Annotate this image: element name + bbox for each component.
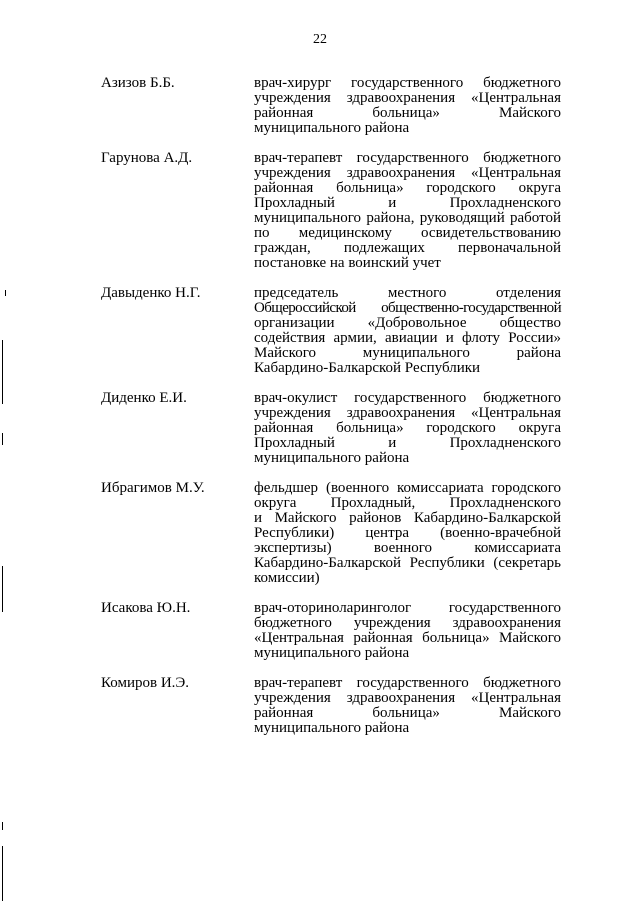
- member-position: [254, 286, 561, 376]
- scan-margin-mark: [2, 822, 3, 830]
- position-line: и Майского районов Кабардино-Балкарской: [254, 510, 561, 526]
- member-name: Ибрагимов М.У.: [101, 480, 205, 496]
- position-line: содействия армии, авиации и флоту России»: [254, 330, 561, 346]
- member-entry: [0, 151, 640, 286]
- position-line: врач-оториноларинголог государственного: [254, 600, 561, 616]
- position-line: врач-терапевт государственного бюджетного: [254, 150, 561, 166]
- member-position: [254, 391, 561, 466]
- scan-margin-mark: [2, 846, 3, 901]
- position-line: Кабардино-Балкарской Республики (секретарь: [254, 555, 561, 571]
- position-line: Майского муниципального района: [254, 345, 561, 361]
- page-number: 22: [313, 32, 327, 47]
- position-line: Кабардино-Балкарской Республики: [254, 360, 481, 376]
- position-line: муниципального района: [254, 450, 410, 466]
- member-entry: [0, 76, 640, 151]
- position-line: председатель местного отделения: [254, 285, 561, 301]
- position-line: бюджетного учреждения здравоохранения: [254, 615, 561, 631]
- position-line: врач-хирург государственного бюджетного: [254, 75, 561, 91]
- commission-member-list: [0, 76, 640, 736]
- position-line: Прохладный и Прохладненского: [254, 195, 561, 211]
- member-name: Диденко Е.И.: [101, 390, 187, 406]
- position-line: учреждения здравоохранения «Центральная: [254, 405, 561, 421]
- position-line: учреждения здравоохранения «Центральная: [254, 90, 561, 106]
- member-position: [254, 601, 561, 661]
- member-entry: [0, 481, 640, 601]
- member-position: [254, 76, 561, 136]
- member-name: Гарунова А.Д.: [101, 150, 193, 166]
- position-line: врач-терапевт государственного бюджетного: [254, 675, 561, 691]
- member-entry: [0, 391, 640, 481]
- member-entry: [0, 676, 640, 736]
- position-line: «Центральная районная больница» Майского: [254, 630, 561, 646]
- position-line: муниципального района: [254, 120, 410, 136]
- position-line: учреждения здравоохранения «Центральная: [254, 165, 561, 181]
- member-position: [254, 151, 561, 271]
- position-line: фельдшер (военного комиссариата городского: [254, 480, 561, 496]
- member-name: Азизов Б.Б.: [101, 75, 175, 91]
- member-name: Давыденко Н.Г.: [101, 285, 201, 301]
- member-name: Исакова Ю.Н.: [101, 600, 191, 616]
- member-position: [254, 481, 561, 586]
- scan-margin-mark: [5, 290, 6, 296]
- position-line: граждан, подлежащих первоначальной: [254, 240, 561, 256]
- position-line: экспертизы) военного комиссариата: [254, 540, 561, 556]
- position-line: районная больница» городского округа: [254, 420, 561, 436]
- position-line: муниципального района: [254, 645, 410, 661]
- position-line: комиссии): [254, 570, 320, 586]
- position-line: Прохладный и Прохладненского: [254, 435, 561, 451]
- member-entry: [0, 601, 640, 676]
- scan-margin-mark: [2, 566, 3, 612]
- position-line: округа Прохладный, Прохладненского: [254, 495, 561, 511]
- position-line: муниципального района, руководящий работой: [254, 210, 561, 226]
- member-entry: [0, 286, 640, 391]
- position-line: Республики) центра (военно-врачебной: [254, 525, 561, 541]
- position-line: организации «Добровольное общество: [254, 315, 561, 331]
- position-line: муниципального района: [254, 720, 410, 736]
- scan-margin-mark: [2, 340, 3, 404]
- position-line: врач-окулист государственного бюджетного: [254, 390, 561, 406]
- member-position: [254, 676, 561, 736]
- position-line: районная больница» Майского: [254, 705, 561, 721]
- scan-margin-mark: [2, 433, 3, 445]
- member-name: Комиров И.Э.: [101, 675, 190, 691]
- position-line: Общероссийской общественно-государственной: [254, 300, 561, 316]
- position-line: учреждения здравоохранения «Центральная: [254, 690, 561, 706]
- position-line: районная больница» городского округа: [254, 180, 561, 196]
- position-line: районная больница» Майского: [254, 105, 561, 121]
- position-line: по медицинскому освидетельствованию: [254, 225, 561, 241]
- position-line: постановке на воинский учет: [254, 255, 441, 271]
